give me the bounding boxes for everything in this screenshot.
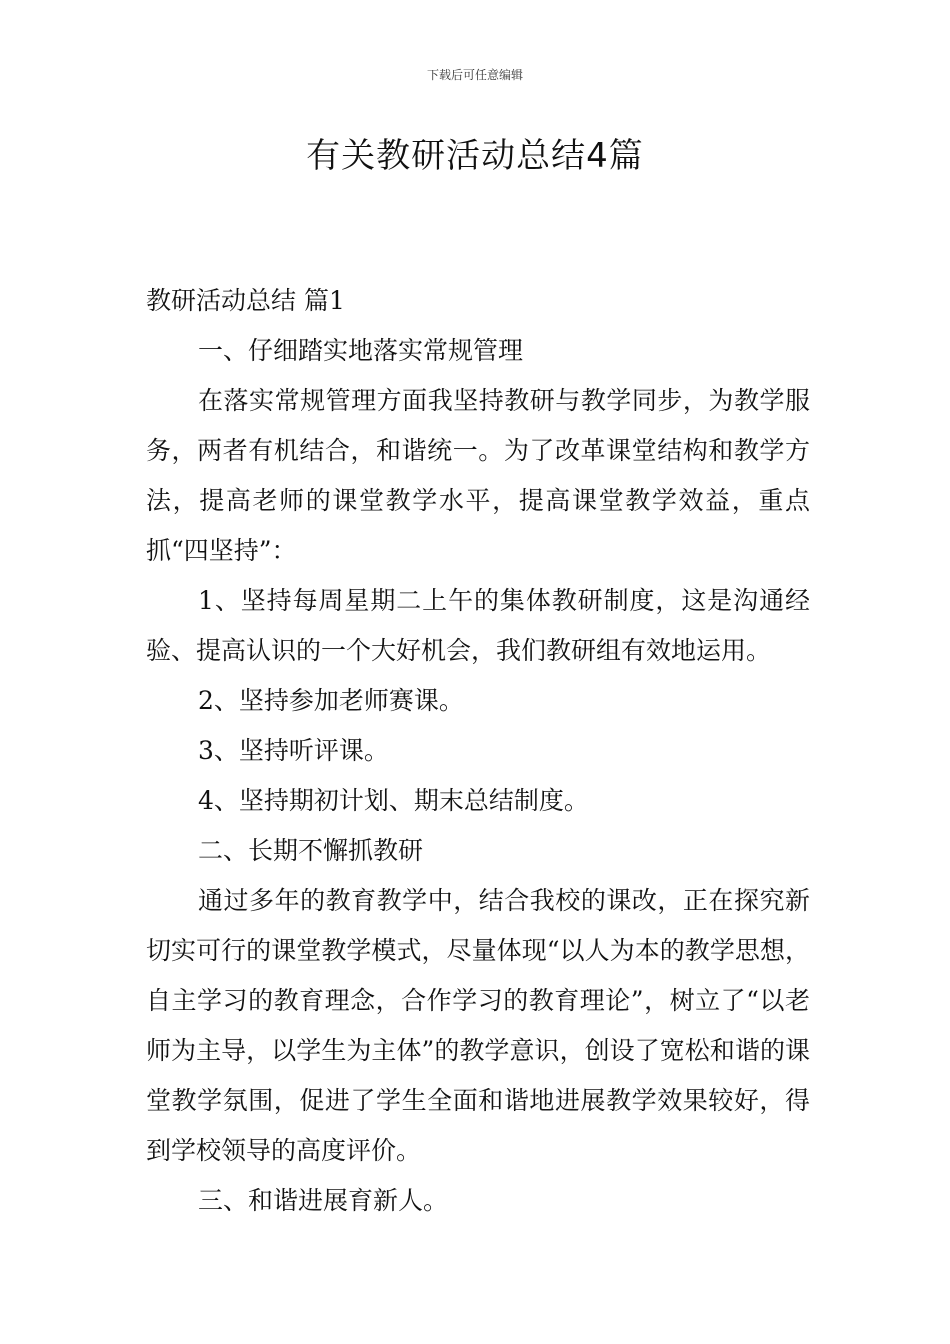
paragraph-2: 通过多年的教育教学中，结合我校的课改，正在探究新切实可行的课堂教学模式，尽量体现“以人为本的教学思想，自主学习的教育理念，合作学习的教育理论”，树立了“以老师为主导，以学生为主体”的教学意识，创设了宽松和谐的课堂教学氛围，促进了学生全面和谐地进展教学效果较好，得到学校领导的高度评价。 xyxy=(146,886,810,1165)
document-title: 有关教研活动总结4篇 xyxy=(306,136,644,176)
list-item-4: 4、坚持期初计划、期末总结制度。 xyxy=(198,786,589,815)
list-item-3: 3、坚持听评课。 xyxy=(198,736,389,765)
document-body xyxy=(146,276,810,1226)
header-note: 下载后可任意编辑 xyxy=(426,68,523,82)
subheading-2: 二、长期不懈抓教研 xyxy=(198,836,424,865)
subheading-3: 三、和谐进展育新人。 xyxy=(198,1186,449,1215)
section-heading: 教研活动总结 篇1 xyxy=(146,286,345,315)
subheading-1: 一、仔细踏实地落实常规管理 xyxy=(198,336,524,365)
list-item-1: 1、坚持每周星期二上午的集体教研制度，这是沟通经验、提高认识的一个大好机会，我们教研组有效地运用。 xyxy=(146,586,810,665)
list-item-2: 2、坚持参加老师赛课。 xyxy=(198,686,464,715)
paragraph-1: 在落实常规管理方面我坚持教研与教学同步，为教学服务，两者有机结合，和谐统一。为了改革课堂结构和教学方法，提高老师的课堂教学水平，提高课堂教学效益，重点抓“四坚持”： xyxy=(146,386,810,565)
